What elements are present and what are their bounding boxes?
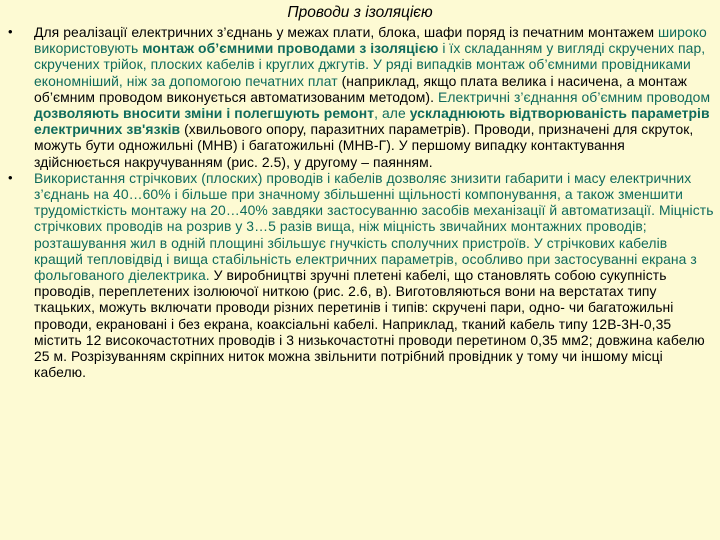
text-segment: (хвильового опору, паразитних параметрів). Проводи, призначені для скруток, можуть бути одножильні (МНВ) і багатожильні (МНВ-Г). У першому випадку контактування здійснюється накручуванням (рис. 2.5), у другому – паянням. xyxy=(34,121,694,170)
text-segment: У виробництві зручні плетені кабелі, що становлять собою сукупність проводів, переплетених ізолюючої ниткою (рис. 2.6, в). Виготовляються вони на верстатах типу ткацьких, можуть включати проводи різних перетинів і типів: скручені пари, одно- чи багатожильні проводи, екрановані і без екрана, коаксіальні кабелі. Наприклад, тканий кабель типу 12В-3Н-0,35 містить 12 високочастотних проводів і 3 низькочастотні проводи перетином 0,35 мм2; довжина кабелю 25 м. Розрізуванням скріпних ниток можна звільнити потрібний провідник у тому чи іншому місці кабелю. xyxy=(34,267,705,381)
bullet-text xyxy=(34,170,714,381)
bullet-text xyxy=(34,24,714,170)
text-segment: Електричні з’єднання об’ємним проводом xyxy=(438,88,711,105)
bullet-item xyxy=(8,24,714,170)
bullet-marker: • xyxy=(8,169,13,185)
text-segment: , але xyxy=(374,105,410,122)
bullet-list xyxy=(8,24,714,380)
text-segment: Міцність стрічкових проводів на розрив у 3…5 разів вища, ніж міцність звичайних монтажних проводів; розташування жил в одній площині збільшує гнучкість сполучних пристроїв. У стрічкових кабелів кращий тепловідвід і вища стабільність електричних параметрів, особливо при застосуванні екрана з фольгованого діелектрика. xyxy=(34,202,714,284)
text-segment: монтаж об’ємними проводами з ізоляцією xyxy=(142,40,439,57)
text-segment: Використання стрічкових (плоских) проводів і кабелів дозволяє знизити габарити і масу електричних з’єднань на 40…60% і більше при значному збільшенні щільності компонування, а також зменшити трудомісткість монтажу на 20…40% завдяки застосуванню засобів механізації й автоматизації. xyxy=(34,169,692,219)
slide-title: Проводи з ізоляцією xyxy=(287,4,433,21)
text-segment: широко використовують xyxy=(34,24,707,57)
bullet-marker: • xyxy=(8,24,13,39)
bullet-item xyxy=(8,170,714,381)
text-segment: ускладнюють відтворюваність параметрів електричних зв'язків xyxy=(34,105,710,138)
text-segment: дозволяють вносити зміни і полегшують ремонт xyxy=(34,105,375,122)
text-segment: (наприклад, якщо плата велика і насичена, а монтаж об’ємним проводом виконується автоматизованим методом). xyxy=(34,72,687,105)
text-segment: і їх складанням у вигляді скручених пар, скручених трійок, плоских кабелів і круглих джгутів. У ряді випадків монтаж об’ємними провідниками економніший, ніж за допомогою печатних плат xyxy=(34,40,706,89)
text-segment: Для реалізації електричних з’єднань у межах плати, блока, шафи поряд із печатним монтажем xyxy=(34,24,659,40)
